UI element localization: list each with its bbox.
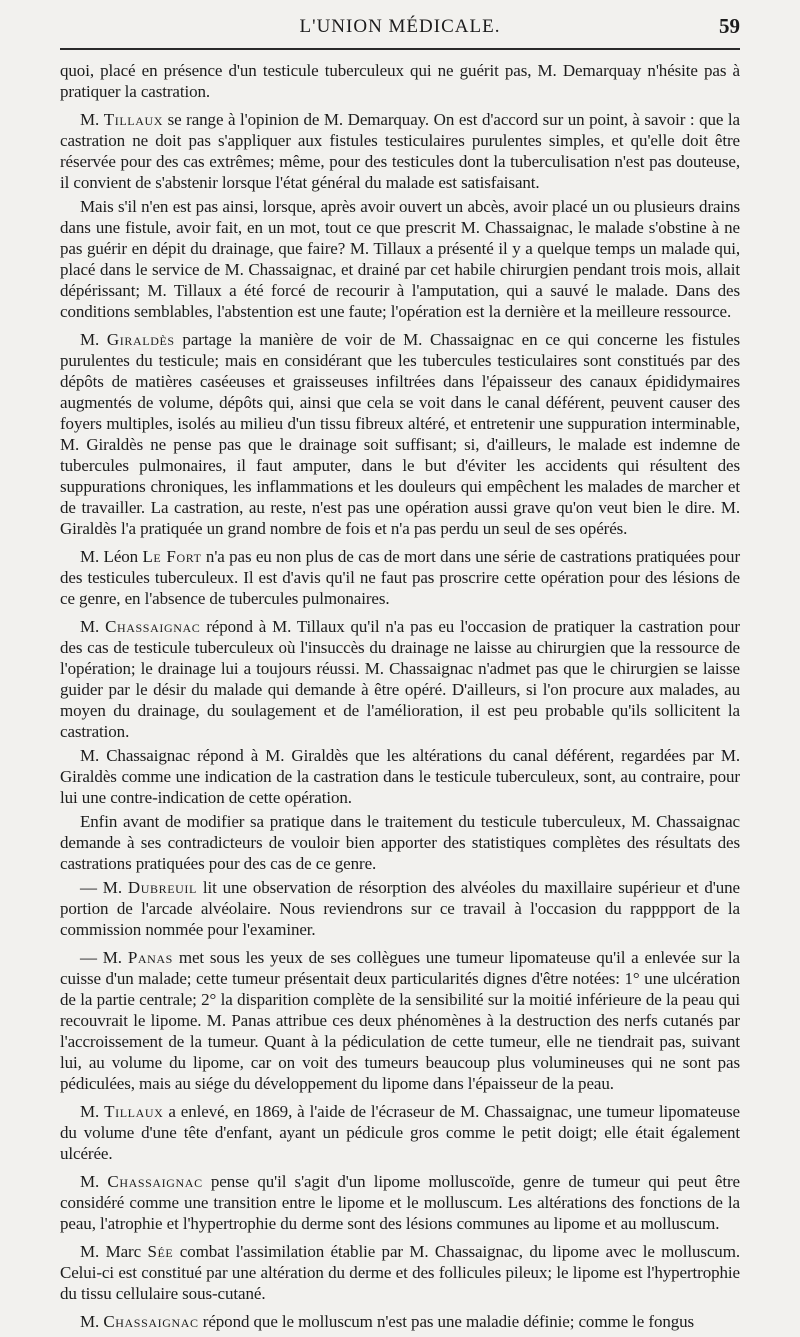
paragraph-text: quoi, placé en présence d'un testicule tuberculeux qui ne guérit pas, M. Demarquay n'hésite pas à pratiquer la castration.	[60, 61, 740, 101]
paragraph	[60, 109, 740, 193]
article-body	[60, 50, 740, 1332]
paragraph-prefix: M.	[80, 1312, 104, 1331]
speaker-name: Tillaux	[103, 110, 164, 129]
speaker-name: Panas	[127, 948, 173, 967]
paragraph-prefix: M. Marc	[80, 1242, 148, 1261]
paragraph-text: partage la manière de voir de M. Chassaignac en ce qui concerne les fistules purulentes du testicule; mais en considérant que les tubercules testiculaires sont constitués par des dépôts de matières caséeuses et graisseuses infiltrées dans l'épaisseur des canaux épididymaires augmentés de volume, dépôts qui, ainsi que cela se voit dans le canal déférent, peuvent causer des foyers multiples, isolés au milieu d'un tissu fibreux altéré, et entretenir une suppuration interminable, M. Giraldès ne pense pas que le drainage soit suffisant; si, d'ailleurs, le malade est indemne de tubercules pulmonaires, il faut amputer, dans le but d'éviter les accidents qui résultent des suppurations chroniques, les inflammations et les douleurs qui empêchent les malades de marcher et de travailler. La castration, au reste, n'est pas une opération aussi grave qu'on veut bien le dire. M. Giraldès l'a pratiquée un grand nombre de fois et n'a pas perdu un seul de ses opérés.	[60, 330, 740, 538]
speaker-name: Dubreuil	[127, 878, 197, 897]
paragraph-text: Mais s'il n'en est pas ainsi, lorsque, après avoir ouvert un abcès, avoir placé un ou plusieurs drains dans une fistule, avoir fait, en un mot, tout ce que prescrit M. Chassaignac, le malade s'obstine à ne pas guérir en dépit du drainage, que faire? M. Tillaux a présenté il y a quelque temps un malade qui, placé dans le service de M. Chassaignac, et drainé par cet habile chirurgien pendant trois mois, allait dépérissant; M. Tillaux a été forcé de recourir à l'amputation, qui a sauvé le malade. Dans des conditions semblables, l'abstention est une faute; l'opération est la dernière et la meilleure ressource.	[60, 197, 740, 321]
speaker-name: Chassaignac	[105, 617, 201, 636]
paragraph-text: se range à l'opinion de M. Demarquay. On est d'accord sur un point, à savoir : que la castration ne doit pas s'appliquer aux fistules testiculaires purulentes simples, et qu'elle doit être réservée pour des cas extrêmes; même, pour des testicules dont la tuberculisation n'est pas douteuse, il convient de s'abstenir lorsque l'état général du malade est satisfaisant.	[60, 110, 740, 192]
paragraph	[60, 1171, 740, 1234]
paragraph-prefix: M.	[80, 1172, 108, 1191]
paragraph	[60, 196, 740, 322]
page-header	[60, 0, 740, 50]
speaker-name: Sée	[147, 1242, 174, 1261]
paragraph-text: met sous les yeux de ses collègues une tumeur lipomateuse qu'il a enlevée sur la cuisse d'un malade; cette tumeur présentait deux particularités dignes d'être notées: 1° une ulcération de la partie centrale; 2° la disparition complète de la sensibilité sur la moitié inférieure de la peau qui recouvrait le lipome. M. Panas attribue ces deux phénomènes à la destruction des nerfs cutanés par l'accroissement de la tumeur. Quant à la pédiculation de cette tumeur, elle ne tiendrait pas, suivant lui, au volume du lipome, car on voit des tumeurs beaucoup plus volumineuses qui ne sont pas pédiculées, mais au siége du développement du lipome dans l'épaisseur de la peau.	[60, 948, 741, 1093]
paragraph	[60, 546, 740, 609]
paragraph-prefix: M.	[80, 617, 106, 636]
paragraph	[60, 1241, 740, 1304]
paragraph-text: combat l'assimilation établie par M. Chassaignac, du lipome avec le molluscum. Celui-ci est constitué par une altération du derme et des follicules pileux; le lipome est l'hypertrophie du tissu cellulaire sous-cutané.	[60, 1242, 740, 1303]
speaker-name: Tillaux	[104, 1102, 164, 1121]
paragraph	[60, 60, 740, 102]
paragraph	[60, 1101, 740, 1164]
paragraph	[60, 877, 740, 940]
paragraph-prefix: — M.	[80, 878, 128, 897]
speaker-name: Giraldès	[106, 330, 175, 349]
paragraph-prefix: — M.	[80, 948, 128, 967]
speaker-name: Chassaignac	[107, 1172, 203, 1191]
paragraph-text: a enlevé, en 1869, à l'aide de l'écraseur de M. Chassaignac, une tumeur lipomateuse du volume d'une tête d'enfant, ayant un pédicule gros comme le petit doigt; elle était également ulcérée.	[60, 1102, 740, 1163]
paragraph-text: répond à M. Tillaux qu'il n'a pas eu l'occasion de pratiquer la castration pour des cas de testicule tuberculeux où l'insuccès du drainage ne laisse au chirurgien que la ressource de l'opération; le drainage lui a toujours réussi. M. Chassaignac n'admet pas que le chirurgien se laisse guider par le désir du malade qui demande à être opéré. D'ailleurs, si l'on procure aux malades, au moyen du drainage, du soulagement et de l'amélioration, il est peu probable qu'ils sollicitent la castration.	[60, 617, 740, 741]
paragraph-prefix: M. Léon	[80, 547, 143, 566]
speaker-name: Le Fort	[142, 547, 202, 566]
paragraph-text: M. Chassaignac répond à M. Giraldès que les altérations du canal déférent, regardées par M. Giraldès comme une indication de la castration dans le testicule tuberculeux, sont, au contraire, pour lui une contre-indication de cette opération.	[60, 746, 740, 807]
paragraph-text: Enfin avant de modifier sa pratique dans le traitement du testicule tuberculeux, M. Chassaignac demande à ses contradicteurs de vouloir bien apporter des statistiques complètes des résultats des castrations pratiquées pour des cas de ce genre.	[60, 812, 740, 873]
paragraph	[60, 745, 740, 808]
paragraph	[60, 1311, 740, 1332]
paragraph-text: pense qu'il s'agit d'un lipome molluscoïde, genre de tumeur qui peut être considéré comme une transition entre le lipome et le molluscum. Les altérations des fonctions de la peau, l'atrophie et l'hypertrophie du derme sont des lésions communes au lipome et au molluscum.	[60, 1172, 740, 1233]
speaker-name: Chassaignac	[103, 1312, 199, 1331]
paragraph	[60, 616, 740, 742]
paragraph	[60, 329, 740, 539]
paragraph-prefix: M.	[80, 110, 104, 129]
paragraph	[60, 947, 740, 1094]
paragraph-text: n'a pas eu non plus de cas de mort dans une série de castrations pratiquées pour des testicules tuberculeux. Il est d'avis qu'il ne faut pas proscrire cette opération pour des lésions de ce genre, en l'absence de tubercules pulmonaires.	[60, 547, 741, 608]
paragraph-text: répond que le molluscum n'est pas une maladie définie; comme le fongus	[198, 1312, 695, 1331]
paragraph	[60, 811, 740, 874]
paragraph-prefix: M.	[80, 1102, 105, 1121]
running-title: L'UNION MÉDICALE.	[299, 16, 501, 37]
paragraph-text: lit une observation de résorption des alvéoles du maxillaire supérieur et d'une portion de l'arcade alvéolaire. Nous reviendrons sur ce travail à l'occasion du rapppport de la commission nommée pour l'examiner.	[60, 878, 740, 939]
paragraph-prefix: M.	[80, 330, 107, 349]
page-number: 59	[719, 14, 740, 38]
